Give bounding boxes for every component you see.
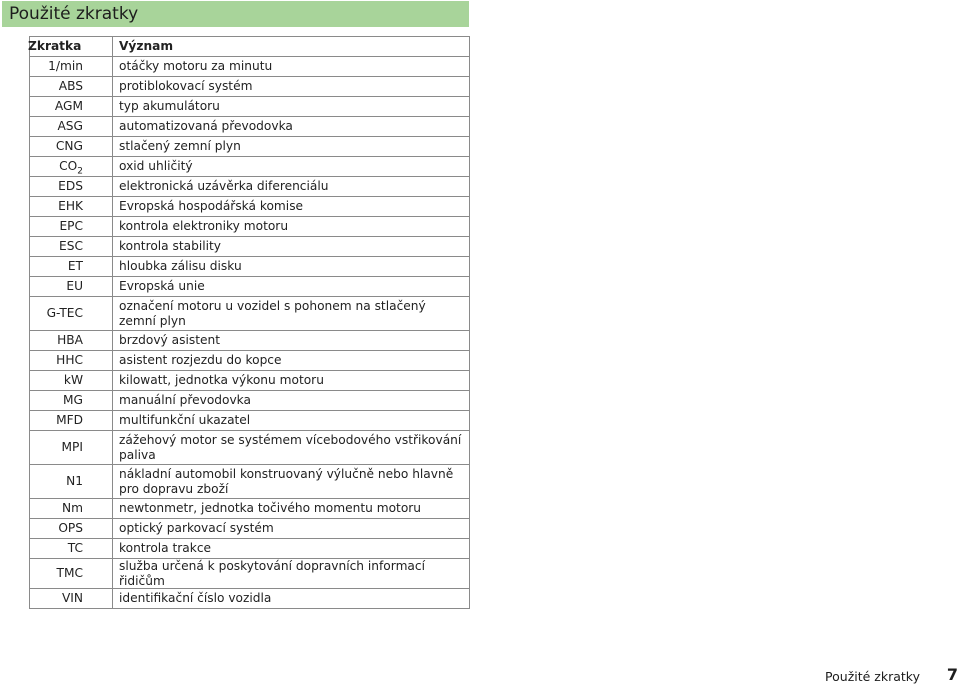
meaning-cell: kontrola trakce [113, 539, 470, 559]
meaning-cell: hloubka zálisu disku [113, 257, 470, 277]
abbreviation-text: TC [67, 541, 83, 556]
table-row [30, 277, 470, 297]
abbreviation-cell [30, 351, 113, 371]
abbreviation-cell [30, 217, 113, 237]
meaning-cell: služba určená k poskytování dopravních informací řidičům [113, 559, 470, 589]
meaning-cell: označení motoru u vozidel s pohonem na stlačený zemní plyn [113, 297, 470, 331]
table-row [30, 97, 470, 117]
abbreviation-cell [30, 77, 113, 97]
abbreviation-cell [30, 371, 113, 391]
abbreviation-cell [30, 559, 113, 589]
table-row [30, 217, 470, 237]
meaning-cell: kilowatt, jednotka výkonu motoru [113, 371, 470, 391]
abbreviation-text: EDS [58, 179, 83, 194]
abbreviation-cell [30, 237, 113, 257]
meaning-cell: Evropská unie [113, 277, 470, 297]
abbreviation-text: EU [66, 279, 83, 294]
abbreviation-text: AGM [54, 99, 83, 114]
abbreviation-cell [30, 157, 113, 177]
abbreviation-cell [30, 97, 113, 117]
meaning-cell: automatizovaná převodovka [113, 117, 470, 137]
abbreviation-cell [30, 257, 113, 277]
abbreviations-table [29, 36, 470, 609]
table-row [30, 157, 470, 177]
table-header-row [30, 37, 470, 57]
meaning-cell: nákladní automobil konstruovaný výlučně nebo hlavně pro dopravu zboží [113, 465, 470, 499]
meaning-cell: stlačený zemní plyn [113, 137, 470, 157]
table-row [30, 351, 470, 371]
meaning-cell: protiblokovací systém [113, 77, 470, 97]
table-row [30, 411, 470, 431]
abbreviation-text: EPC [59, 219, 83, 234]
meaning-cell: optický parkovací systém [113, 519, 470, 539]
abbreviation-text: HHC [56, 353, 83, 368]
table-row [30, 589, 470, 609]
meaning-cell: brzdový asistent [113, 331, 470, 351]
meaning-cell: zážehový motor se systémem vícebodového vstřikování paliva [113, 431, 470, 465]
abbreviation-text: kW [63, 373, 83, 388]
abbreviation-text: ASG [57, 119, 83, 134]
abbreviation-text: G-TEC [46, 306, 83, 321]
page-number: 7 [946, 665, 958, 684]
table-row [30, 519, 470, 539]
abbreviation-text: MPI [61, 440, 83, 455]
meaning-cell: multifunkční ukazatel [113, 411, 470, 431]
abbreviation-cell [30, 465, 113, 499]
table-row [30, 371, 470, 391]
abbreviation-cell [30, 117, 113, 137]
table-row [30, 431, 470, 465]
table-row [30, 257, 470, 277]
meaning-cell: kontrola elektroniky motoru [113, 217, 470, 237]
header-abbreviation: Zkratka [30, 37, 113, 57]
table-row [30, 539, 470, 559]
abbreviation-cell [30, 137, 113, 157]
table-row [30, 391, 470, 411]
table-row [30, 297, 470, 331]
table-row [30, 77, 470, 97]
abbreviation-cell [30, 499, 113, 519]
abbreviation-text: ET [67, 259, 83, 274]
meaning-cell: elektronická uzávěrka diferenciálu [113, 177, 470, 197]
abbreviation-text: VIN [61, 591, 83, 606]
table-row [30, 137, 470, 157]
abbreviation-cell [30, 177, 113, 197]
meaning-cell: otáčky motoru za minutu [113, 57, 470, 77]
abbreviation-cell [30, 411, 113, 431]
meaning-cell: kontrola stability [113, 237, 470, 257]
table-row [30, 177, 470, 197]
abbreviation-cell [30, 431, 113, 465]
abbreviation-cell [30, 391, 113, 411]
abbreviation-text: EHK [58, 199, 83, 214]
abbreviation-text: TMC [56, 566, 83, 581]
table-body [30, 57, 470, 609]
meaning-cell: newtonmetr, jednotka točivého momentu motoru [113, 499, 470, 519]
abbreviation-text: MG [63, 393, 83, 408]
meaning-cell: manuální převodovka [113, 391, 470, 411]
table-row [30, 465, 470, 499]
abbreviation-text: Nm [62, 501, 83, 516]
meaning-cell: typ akumulátoru [113, 97, 470, 117]
header-meaning: Význam [113, 37, 470, 57]
abbreviation-cell [30, 297, 113, 331]
section-title: Použité zkratky [2, 1, 469, 27]
abbreviation-text: 1/min [48, 59, 83, 74]
abbreviation-cell [30, 277, 113, 297]
abbreviation-cell [30, 197, 113, 217]
abbreviation-text: ABS [58, 79, 83, 94]
abbreviation-text: CO [59, 159, 78, 174]
abbreviation-text: MFD [56, 413, 83, 428]
table-row [30, 57, 470, 77]
table-row [30, 331, 470, 351]
meaning-cell: Evropská hospodářská komise [113, 197, 470, 217]
table-row [30, 237, 470, 257]
abbreviation-text: CNG [55, 139, 83, 154]
abbreviation-text: HBA [57, 333, 83, 348]
abbreviation-cell [30, 589, 113, 609]
abbreviation-cell [30, 539, 113, 559]
meaning-cell: identifikační číslo vozidla [113, 589, 470, 609]
table-row [30, 559, 470, 589]
abbreviation-cell [30, 519, 113, 539]
meaning-cell: oxid uhličitý [113, 157, 470, 177]
abbreviation-subscript: 2 [77, 166, 83, 177]
abbreviation-cell [30, 331, 113, 351]
table-row [30, 117, 470, 137]
footer-title: Použité zkratky [825, 669, 920, 684]
abbreviation-text: N1 [66, 474, 83, 489]
abbreviation-cell [30, 57, 113, 77]
abbreviation-text: ESC [59, 239, 83, 254]
table-row [30, 499, 470, 519]
table-row [30, 197, 470, 217]
meaning-cell: asistent rozjezdu do kopce [113, 351, 470, 371]
abbreviation-text: OPS [58, 521, 83, 536]
